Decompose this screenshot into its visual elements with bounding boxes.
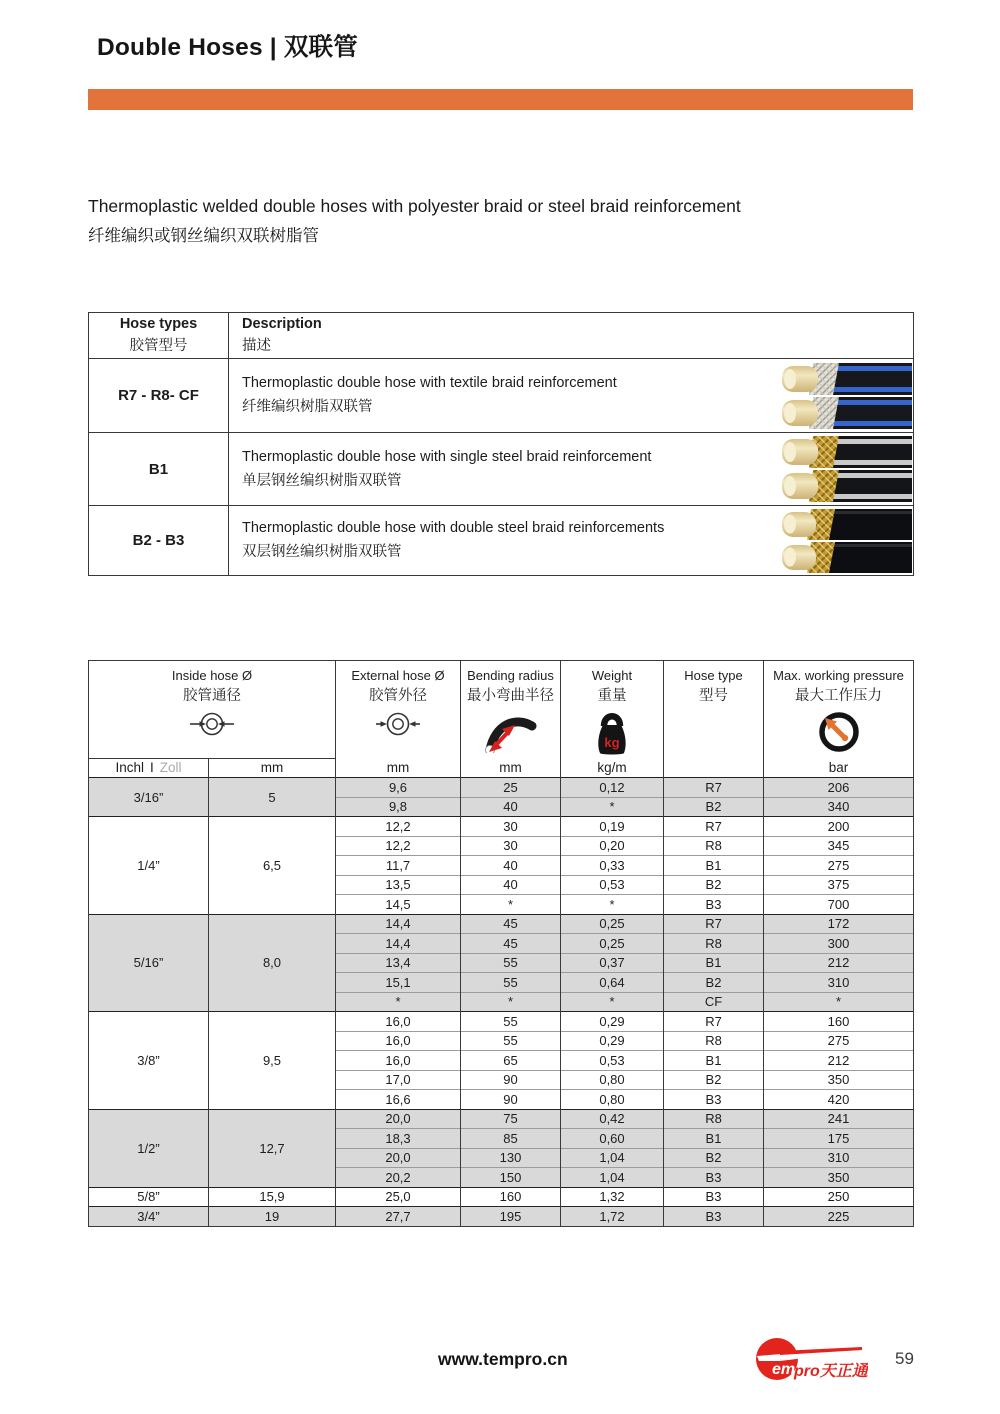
- spec-cell-inch: 1/4”: [89, 817, 209, 915]
- header-label: Hose types: [119, 316, 198, 332]
- types-header-hose-types: [89, 313, 229, 359]
- spec-cell-weight: 0,80: [561, 1070, 664, 1090]
- external-diameter-icon: [375, 709, 421, 739]
- textile-braid-double-hose-image: [777, 362, 912, 430]
- spec-cell-hose-type: B2: [664, 973, 764, 993]
- spec-cell-bending-mm: 150: [461, 1168, 561, 1188]
- spec-row: [89, 1012, 914, 1032]
- spec-cell-pressure: *: [764, 992, 914, 1012]
- spec-cell-weight: 1,04: [561, 1168, 664, 1188]
- hose-type-description: [229, 449, 651, 490]
- spec-table: [88, 660, 914, 1227]
- spec-cell-pressure: 172: [764, 914, 914, 934]
- spec-cell-external-mm: 14,4: [336, 914, 461, 934]
- column-label-en: Inside hose Ø: [171, 668, 253, 683]
- spec-header-inside-diameter: [89, 661, 336, 759]
- spec-cell-weight: 0,25: [561, 934, 664, 954]
- spec-cell-weight: 0,80: [561, 1090, 664, 1110]
- spec-cell-bending-mm: 65: [461, 1051, 561, 1071]
- spec-cell-hose-type: B2: [664, 1148, 764, 1168]
- spec-cell-external-mm: 11,7: [336, 856, 461, 876]
- spec-cell-bending-mm: 45: [461, 934, 561, 954]
- pressure-gauge-icon: [816, 709, 862, 755]
- spec-cell-pressure: 275: [764, 1031, 914, 1051]
- spec-header-weight: [561, 661, 664, 759]
- description-zh: 纤维编织树脂双联管: [242, 399, 373, 415]
- spec-cell-mm: 15,9: [209, 1187, 336, 1207]
- column-label-en: External hose Ø: [351, 668, 445, 683]
- unit-zoll: Zoll: [159, 760, 182, 776]
- spec-cell-external-mm: 25,0: [336, 1187, 461, 1207]
- spec-cell-external-mm: 14,5: [336, 895, 461, 915]
- website-url: www.tempro.cn: [438, 1349, 568, 1369]
- spec-cell-inch: 3/4”: [89, 1207, 209, 1227]
- spec-row: [89, 817, 914, 837]
- spec-cell-bending-mm: 90: [461, 1090, 561, 1110]
- spec-cell-weight: 0,29: [561, 1012, 664, 1032]
- header-label: Description: [242, 316, 322, 332]
- spec-cell-pressure: 345: [764, 836, 914, 856]
- spec-cell-hose-type: R8: [664, 836, 764, 856]
- column-label-zh: 胶管通径: [183, 688, 241, 704]
- weight-kg-label: kg: [604, 735, 620, 750]
- spec-header-row: [89, 661, 914, 759]
- intro-line-en: Thermoplastic welded double hoses with polyester braid or steel braid reinforcement: [88, 196, 741, 216]
- spec-cell-mm: 19: [209, 1207, 336, 1227]
- spec-cell-weight: 0,42: [561, 1109, 664, 1129]
- unit-hose-type: [664, 758, 764, 778]
- description-zh: 单层钢丝编织树脂双联管: [242, 472, 402, 489]
- types-header-row: [89, 313, 914, 359]
- spec-cell-bending-mm: 30: [461, 836, 561, 856]
- unit-mm-external: mm: [336, 758, 461, 778]
- spec-cell-pressure: 175: [764, 1129, 914, 1149]
- hose-types-table: [88, 312, 914, 576]
- single-steel-braid-double-hose-image: [777, 435, 912, 503]
- types-header-description: [229, 313, 914, 359]
- unit-bar: bar: [764, 758, 914, 778]
- spec-cell-pressure: 310: [764, 1148, 914, 1168]
- spec-group: [89, 1207, 914, 1227]
- spec-cell-bending-mm: 40: [461, 875, 561, 895]
- hose-type-code: R7 - R8- CF: [89, 359, 229, 433]
- spec-cell-bending-mm: 85: [461, 1129, 561, 1149]
- spec-cell-external-mm: 20,0: [336, 1109, 461, 1129]
- table-row: [89, 359, 914, 433]
- column-label-zh: 最大工作压力: [795, 688, 882, 704]
- spec-cell-hose-type: R7: [664, 778, 764, 798]
- header-label-zh: 胶管型号: [129, 338, 188, 354]
- spec-cell-bending-mm: 40: [461, 797, 561, 817]
- spec-units-row: [89, 758, 914, 778]
- spec-cell-pressure: 350: [764, 1168, 914, 1188]
- spec-cell-inch: 5/16”: [89, 914, 209, 1012]
- column-label-zh: 重量: [597, 688, 627, 704]
- spec-cell-bending-mm: 75: [461, 1109, 561, 1129]
- spec-cell-inch: 1/2”: [89, 1109, 209, 1187]
- hose-type-code: B2 - B3: [89, 506, 229, 576]
- spec-cell-pressure: 160: [764, 1012, 914, 1032]
- spec-row: [89, 1187, 914, 1207]
- spec-cell-bending-mm: 90: [461, 1070, 561, 1090]
- spec-cell-mm: 12,7: [209, 1109, 336, 1187]
- spec-cell-weight: 0,33: [561, 856, 664, 876]
- inside-diameter-icon: [189, 709, 235, 739]
- spec-group: [89, 817, 914, 915]
- description-en: Thermoplastic double hose with double steel braid reinforcements: [242, 520, 665, 536]
- spec-group: [89, 914, 914, 1012]
- unit-inch: Inchl: [115, 760, 144, 776]
- spec-header-bending-radius: [461, 661, 561, 759]
- description-zh: 双层钢丝编织树脂双联管: [242, 544, 402, 560]
- column-label-en: Weight: [591, 668, 633, 683]
- column-label-zh: 最小弯曲半径: [467, 688, 554, 704]
- hose-type-description-cell: [229, 359, 914, 433]
- spec-cell-weight: 1,72: [561, 1207, 664, 1227]
- double-steel-braid-double-hose-image: [777, 508, 912, 574]
- spec-cell-pressure: 206: [764, 778, 914, 798]
- spec-cell-mm: 9,5: [209, 1012, 336, 1110]
- table-row: [89, 433, 914, 506]
- spec-cell-hose-type: R7: [664, 1012, 764, 1032]
- spec-cell-bending-mm: 160: [461, 1187, 561, 1207]
- spec-cell-inch: 3/16”: [89, 778, 209, 817]
- header-label-zh: 描述: [242, 338, 271, 354]
- spec-cell-hose-type: B1: [664, 1129, 764, 1149]
- tempro-logo: [750, 1334, 868, 1391]
- spec-cell-hose-type: B2: [664, 797, 764, 817]
- spec-cell-pressure: 241: [764, 1109, 914, 1129]
- spec-cell-external-mm: 13,5: [336, 875, 461, 895]
- spec-cell-bending-mm: 55: [461, 953, 561, 973]
- spec-cell-mm: 5: [209, 778, 336, 817]
- spec-cell-hose-type: B3: [664, 1187, 764, 1207]
- unit-separator: I: [150, 760, 154, 776]
- spec-cell-external-mm: 16,6: [336, 1090, 461, 1110]
- spec-cell-pressure: 275: [764, 856, 914, 876]
- spec-row: [89, 914, 914, 934]
- column-label-en: Max. working pressure: [773, 668, 904, 683]
- spec-cell-bending-mm: 55: [461, 1012, 561, 1032]
- table-row: [89, 506, 914, 576]
- spec-cell-weight: 0,20: [561, 836, 664, 856]
- spec-cell-bending-mm: *: [461, 992, 561, 1012]
- spec-cell-hose-type: R8: [664, 934, 764, 954]
- column-label-en: Bending radius: [467, 668, 554, 683]
- spec-cell-weight: 0,12: [561, 778, 664, 798]
- spec-cell-external-mm: 15,1: [336, 973, 461, 993]
- spec-cell-pressure: 420: [764, 1090, 914, 1110]
- spec-cell-hose-type: B3: [664, 895, 764, 915]
- intro-text: [88, 196, 741, 246]
- spec-cell-pressure: 225: [764, 1207, 914, 1227]
- logo-text-white: em: [772, 1361, 796, 1378]
- spec-cell-external-mm: 14,4: [336, 934, 461, 954]
- spec-cell-hose-type: CF: [664, 992, 764, 1012]
- spec-cell-weight: 0,53: [561, 1051, 664, 1071]
- hose-type-code: B1: [89, 433, 229, 506]
- hose-type-description: [229, 520, 664, 561]
- spec-group: [89, 1187, 914, 1207]
- hose-type-description: [229, 375, 617, 416]
- spec-group: [89, 1012, 914, 1110]
- spec-cell-external-mm: 16,0: [336, 1031, 461, 1051]
- spec-cell-external-mm: *: [336, 992, 461, 1012]
- spec-cell-pressure: 200: [764, 817, 914, 837]
- spec-cell-pressure: 300: [764, 934, 914, 954]
- spec-cell-weight: 0,19: [561, 817, 664, 837]
- spec-cell-weight: 0,60: [561, 1129, 664, 1149]
- spec-row: [89, 1207, 914, 1227]
- spec-group: [89, 778, 914, 817]
- spec-cell-bending-mm: *: [461, 895, 561, 915]
- spec-cell-weight: *: [561, 992, 664, 1012]
- spec-cell-external-mm: 17,0: [336, 1070, 461, 1090]
- spec-cell-hose-type: R7: [664, 817, 764, 837]
- spec-cell-inch: 5/8”: [89, 1187, 209, 1207]
- spec-row: [89, 778, 914, 798]
- spec-cell-bending-mm: 25: [461, 778, 561, 798]
- spec-cell-external-mm: 18,3: [336, 1129, 461, 1149]
- spec-cell-pressure: 250: [764, 1187, 914, 1207]
- spec-cell-hose-type: R7: [664, 914, 764, 934]
- spec-cell-bending-mm: 30: [461, 817, 561, 837]
- spec-cell-pressure: 700: [764, 895, 914, 915]
- description-en: Thermoplastic double hose with single steel braid reinforcement: [242, 448, 652, 465]
- spec-cell-weight: 0,53: [561, 875, 664, 895]
- spec-cell-weight: 0,25: [561, 914, 664, 934]
- spec-cell-bending-mm: 195: [461, 1207, 561, 1227]
- spec-cell-bending-mm: 130: [461, 1148, 561, 1168]
- spec-header-hose-type: [664, 661, 764, 759]
- intro-line-zh: 纤维编织或钢丝编织双联树脂管: [88, 227, 319, 245]
- spec-cell-weight: 0,64: [561, 973, 664, 993]
- spec-row: [89, 1109, 914, 1129]
- hose-type-description-cell: [229, 506, 914, 576]
- spec-cell-external-mm: 9,6: [336, 778, 461, 798]
- spec-cell-mm: 8,0: [209, 914, 336, 1012]
- description-en: Thermoplastic double hose with textile braid reinforcement: [242, 375, 617, 391]
- spec-group: [89, 1109, 914, 1187]
- spec-cell-external-mm: 13,4: [336, 953, 461, 973]
- spec-cell-external-mm: 16,0: [336, 1051, 461, 1071]
- hose-type-description-cell: [229, 433, 914, 506]
- spec-cell-hose-type: B1: [664, 856, 764, 876]
- column-label-en: Hose type: [684, 668, 743, 683]
- spec-cell-inch: 3/8”: [89, 1012, 209, 1110]
- spec-cell-hose-type: B2: [664, 1070, 764, 1090]
- spec-cell-external-mm: 16,0: [336, 1012, 461, 1032]
- spec-cell-external-mm: 27,7: [336, 1207, 461, 1227]
- unit-mm-inside: mm: [209, 758, 336, 778]
- spec-cell-hose-type: R8: [664, 1031, 764, 1051]
- spec-cell-external-mm: 12,2: [336, 836, 461, 856]
- accent-bar: [88, 89, 913, 110]
- spec-cell-external-mm: 20,0: [336, 1148, 461, 1168]
- spec-cell-hose-type: B3: [664, 1090, 764, 1110]
- spec-cell-pressure: 375: [764, 875, 914, 895]
- spec-cell-weight: *: [561, 895, 664, 915]
- weight-kg-icon: [591, 709, 633, 755]
- spec-cell-weight: *: [561, 797, 664, 817]
- spec-cell-bending-mm: 45: [461, 914, 561, 934]
- spec-cell-weight: 1,04: [561, 1148, 664, 1168]
- logo-text-red: pro天正通: [794, 1363, 868, 1380]
- spec-cell-pressure: 310: [764, 973, 914, 993]
- spec-cell-bending-mm: 55: [461, 1031, 561, 1051]
- tempro-logo-graphic: [750, 1334, 868, 1386]
- page-title: Double Hoses | 双联管: [97, 34, 358, 61]
- spec-cell-bending-mm: 55: [461, 973, 561, 993]
- page-number: 59: [895, 1349, 914, 1368]
- spec-cell-pressure: 212: [764, 953, 914, 973]
- column-label-zh: 型号: [699, 688, 728, 704]
- spec-cell-pressure: 350: [764, 1070, 914, 1090]
- spec-cell-pressure: 340: [764, 797, 914, 817]
- spec-cell-weight: 0,37: [561, 953, 664, 973]
- spec-cell-hose-type: R8: [664, 1109, 764, 1129]
- spec-cell-hose-type: B1: [664, 1051, 764, 1071]
- spec-cell-weight: 1,32: [561, 1187, 664, 1207]
- unit-inch-zoll: [89, 758, 209, 778]
- spec-cell-external-mm: 12,2: [336, 817, 461, 837]
- spec-cell-hose-type: B3: [664, 1207, 764, 1227]
- spec-header-external-diameter: [336, 661, 461, 759]
- spec-header-max-pressure: [764, 661, 914, 759]
- spec-cell-external-mm: 20,2: [336, 1168, 461, 1188]
- bending-radius-icon: [482, 709, 540, 753]
- unit-kg-m: kg/m: [561, 758, 664, 778]
- spec-cell-pressure: 212: [764, 1051, 914, 1071]
- column-label-zh: 胶管外径: [369, 688, 427, 704]
- spec-cell-external-mm: 9,8: [336, 797, 461, 817]
- spec-cell-hose-type: B2: [664, 875, 764, 895]
- unit-mm-bending: mm: [461, 758, 561, 778]
- spec-cell-weight: 0,29: [561, 1031, 664, 1051]
- spec-cell-hose-type: B3: [664, 1168, 764, 1188]
- spec-cell-bending-mm: 40: [461, 856, 561, 876]
- spec-cell-mm: 6,5: [209, 817, 336, 915]
- spec-cell-hose-type: B1: [664, 953, 764, 973]
